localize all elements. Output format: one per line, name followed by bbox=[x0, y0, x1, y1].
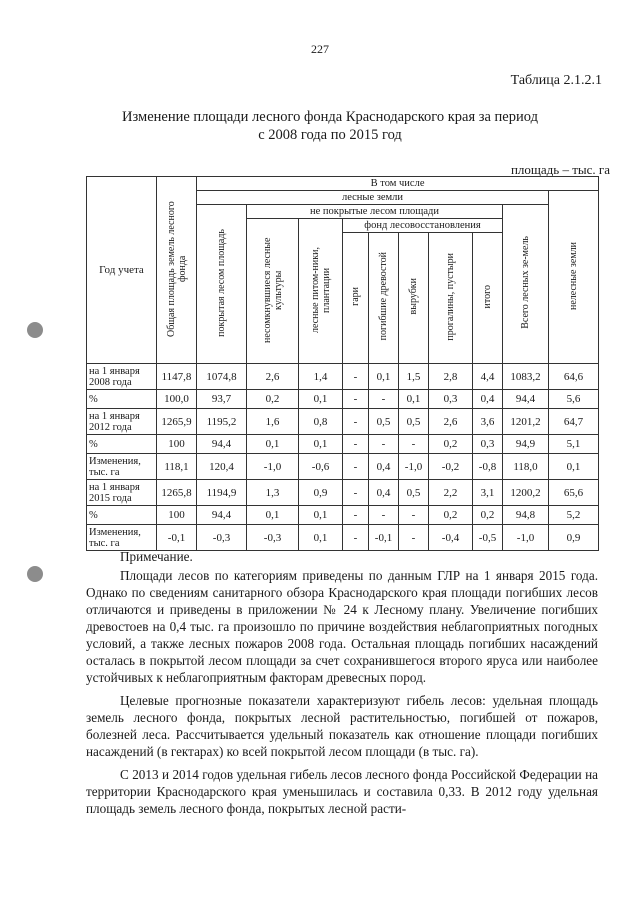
table-cell: -0,2 bbox=[429, 454, 473, 480]
table-cell: 0,3 bbox=[429, 390, 473, 409]
table-cell: -0,3 bbox=[247, 525, 299, 551]
table-cell: 120,4 bbox=[197, 454, 247, 480]
table-cell: - bbox=[369, 390, 399, 409]
table-cell: 94,9 bbox=[503, 435, 549, 454]
header-unclosed: несомкнувшиеся лесные культуры bbox=[247, 219, 299, 364]
table-title bbox=[80, 108, 580, 144]
table-cell: 1083,2 bbox=[503, 364, 549, 390]
table-cell: 94,4 bbox=[197, 435, 247, 454]
header-cuttings: вырубки bbox=[399, 233, 429, 364]
table-cell: 1,4 bbox=[299, 364, 343, 390]
table-label: Таблица 2.1.2.1 bbox=[510, 73, 602, 88]
row-label: % bbox=[87, 390, 157, 409]
table-cell: - bbox=[369, 506, 399, 525]
table-cell: 0,4 bbox=[369, 454, 399, 480]
table-cell: -0,8 bbox=[473, 454, 503, 480]
table-cell: 0,1 bbox=[549, 454, 599, 480]
table-cell: 3,1 bbox=[473, 480, 503, 506]
notes-paragraph-2: Целевые прогнозные показатели характеризуют гибель лесов: удельная площадь земель лесного фонда, покрытых лесной растительностью, погибшей от пожаров, болезней леса. Рассчитывается удельный показатель как отношение площади погибших насаждений (в гектарах) ко всей покрытой лесом площади (в тыс. га). bbox=[86, 693, 598, 759]
table-cell: 0,1 bbox=[247, 435, 299, 454]
table-cell: 118,1 bbox=[157, 454, 197, 480]
table-cell: 100,0 bbox=[157, 390, 197, 409]
table-cell: -0,3 bbox=[197, 525, 247, 551]
table-cell: - bbox=[343, 480, 369, 506]
table-cell: 0,8 bbox=[299, 409, 343, 435]
table-cell: - bbox=[343, 435, 369, 454]
table-cell: - bbox=[399, 506, 429, 525]
table-cell: 1,6 bbox=[247, 409, 299, 435]
table-cell: -0,6 bbox=[299, 454, 343, 480]
notes-heading: Примечание. bbox=[120, 549, 193, 564]
table-cell: 0,1 bbox=[247, 506, 299, 525]
row-label: на 1 января 2012 года bbox=[87, 409, 157, 435]
table-cell: - bbox=[399, 525, 429, 551]
table-cell: 94,8 bbox=[503, 506, 549, 525]
table-cell: - bbox=[369, 435, 399, 454]
table-cell: - bbox=[343, 390, 369, 409]
table-cell: 0,9 bbox=[299, 480, 343, 506]
table-row bbox=[87, 409, 599, 435]
notes-paragraph-3: С 2013 и 2014 годов удельная гибель лесов лесного фонда Российской Федерации на территории Краснодарского края уменьшилась и составила 0,33. В 2012 году удельная площадь земель лесного фонда, покрытых лесной расти- bbox=[86, 767, 598, 816]
table-cell: 2,8 bbox=[429, 364, 473, 390]
title-line-2: с 2008 года по 2015 год bbox=[258, 127, 402, 143]
table-cell: 0,1 bbox=[299, 435, 343, 454]
table-cell: 0,2 bbox=[247, 390, 299, 409]
header-burnt: гари bbox=[343, 233, 369, 364]
header-covered: покрытая лесом площадь bbox=[197, 205, 247, 364]
table-row bbox=[87, 435, 599, 454]
table-row bbox=[87, 454, 599, 480]
title-line-1: Изменение площади лесного фонда Краснодарского края за период bbox=[122, 109, 538, 125]
table-cell: 1201,2 bbox=[503, 409, 549, 435]
table-cell: 0,1 bbox=[299, 525, 343, 551]
table-cell: 0,5 bbox=[369, 409, 399, 435]
table-cell: -1,0 bbox=[399, 454, 429, 480]
row-label: % bbox=[87, 506, 157, 525]
header-reforestation: фонд лесовосстановления bbox=[343, 219, 503, 233]
row-label: Изменения, тыс. га bbox=[87, 525, 157, 551]
table-cell: 0,3 bbox=[473, 435, 503, 454]
table-cell: 100 bbox=[157, 435, 197, 454]
table-cell: 100 bbox=[157, 506, 197, 525]
table-cell: 0,5 bbox=[399, 480, 429, 506]
header-dead: погибшие древостой bbox=[369, 233, 399, 364]
table-row bbox=[87, 480, 599, 506]
table-cell: 5,6 bbox=[549, 390, 599, 409]
table-cell: 0,4 bbox=[473, 390, 503, 409]
table-cell: 1,5 bbox=[399, 364, 429, 390]
table-cell: - bbox=[343, 506, 369, 525]
table-cell: 94,4 bbox=[197, 506, 247, 525]
table-cell: 1074,8 bbox=[197, 364, 247, 390]
table-row bbox=[87, 506, 599, 525]
header-nursery: лесные питом-ники, плантации bbox=[299, 219, 343, 364]
table-cell: -0,5 bbox=[473, 525, 503, 551]
punch-hole-icon bbox=[27, 322, 43, 338]
table-cell: 0,5 bbox=[399, 409, 429, 435]
table-cell: 118,0 bbox=[503, 454, 549, 480]
row-label: на 1 января 2008 года bbox=[87, 364, 157, 390]
table-cell: 1195,2 bbox=[197, 409, 247, 435]
table-cell: 94,4 bbox=[503, 390, 549, 409]
table-row bbox=[87, 364, 599, 390]
table-cell: 2,2 bbox=[429, 480, 473, 506]
table-cell: 93,7 bbox=[197, 390, 247, 409]
table-cell: 64,7 bbox=[549, 409, 599, 435]
table-cell: 3,6 bbox=[473, 409, 503, 435]
table-cell: - bbox=[343, 409, 369, 435]
table-cell: - bbox=[343, 454, 369, 480]
table-cell: -0,1 bbox=[157, 525, 197, 551]
table-cell: 0,2 bbox=[429, 506, 473, 525]
header-year: Год учета bbox=[87, 177, 157, 364]
notes-section bbox=[86, 548, 598, 817]
notes-paragraph-1: Площади лесов по категориям приведены по данным ГЛР на 1 января 2015 года. Однако по сведениям санитарного обзора Краснодарского края площади погибших лесов отличаются и приведены в приложении № 24 к Лесному плану. Увеличение погибших древостоев на 0,4 тыс. га произошло по причине воздействия неблагоприятных погодных условий, а также лесных пожаров 2008 года. Остальная площадь погибших насаждений осталась в покрытой лесом площади за счет сохранившегося второго яруса или наиболее устойчивых к неблагоприятным факторам древесных пород. bbox=[86, 568, 598, 685]
header-glades: прогалины, пустыри bbox=[429, 233, 473, 364]
table-cell: -0,4 bbox=[429, 525, 473, 551]
table-cell: 2,6 bbox=[247, 364, 299, 390]
table-cell: 1200,2 bbox=[503, 480, 549, 506]
units-note: площадь – тыс. га bbox=[510, 162, 610, 177]
table-cell: 0,1 bbox=[399, 390, 429, 409]
table-cell: 4,4 bbox=[473, 364, 503, 390]
table-cell: -1,0 bbox=[247, 454, 299, 480]
forest-fund-table bbox=[86, 176, 599, 551]
table-cell: 65,6 bbox=[549, 480, 599, 506]
footnote-rule bbox=[86, 524, 206, 525]
header-not-covered: не покрытые лесом площади bbox=[247, 205, 503, 219]
header-all-forest: Всего лесных зе-мель bbox=[503, 205, 549, 364]
row-label: Изменения, тыс. га bbox=[87, 454, 157, 480]
table-cell: 0,9 bbox=[549, 525, 599, 551]
header-forest-land: лесные земли bbox=[197, 191, 549, 205]
table-cell: 2,6 bbox=[429, 409, 473, 435]
header-nonforest: нелесные земли bbox=[549, 191, 599, 364]
table-cell: 1265,8 bbox=[157, 480, 197, 506]
table-cell: 5,2 bbox=[549, 506, 599, 525]
table-cell: 1194,9 bbox=[197, 480, 247, 506]
table-cell: 64,6 bbox=[549, 364, 599, 390]
header-subtotal: итого bbox=[473, 233, 503, 364]
table-cell: -0,1 bbox=[369, 525, 399, 551]
table-cell: - bbox=[343, 525, 369, 551]
table-cell: 0,4 bbox=[369, 480, 399, 506]
table-cell: 0,2 bbox=[473, 506, 503, 525]
table-cell: 0,1 bbox=[369, 364, 399, 390]
row-label: % bbox=[87, 435, 157, 454]
table-cell: 0,1 bbox=[299, 506, 343, 525]
table-row bbox=[87, 390, 599, 409]
table-cell: 5,1 bbox=[549, 435, 599, 454]
table-cell: 0,1 bbox=[299, 390, 343, 409]
punch-hole-icon bbox=[27, 566, 43, 582]
table-cell: 0,2 bbox=[429, 435, 473, 454]
table-cell: - bbox=[399, 435, 429, 454]
table-cell: 1147,8 bbox=[157, 364, 197, 390]
table-cell: 1,3 bbox=[247, 480, 299, 506]
table-cell: -1,0 bbox=[503, 525, 549, 551]
header-total: Общая площадь земель лесного фонда bbox=[157, 177, 197, 364]
table-cell: - bbox=[343, 364, 369, 390]
header-incl: В том числе bbox=[197, 177, 599, 191]
table-row bbox=[87, 525, 599, 551]
table-cell: 1265,9 bbox=[157, 409, 197, 435]
page-number: 227 bbox=[311, 42, 329, 56]
row-label: на 1 января 2015 года bbox=[87, 480, 157, 506]
